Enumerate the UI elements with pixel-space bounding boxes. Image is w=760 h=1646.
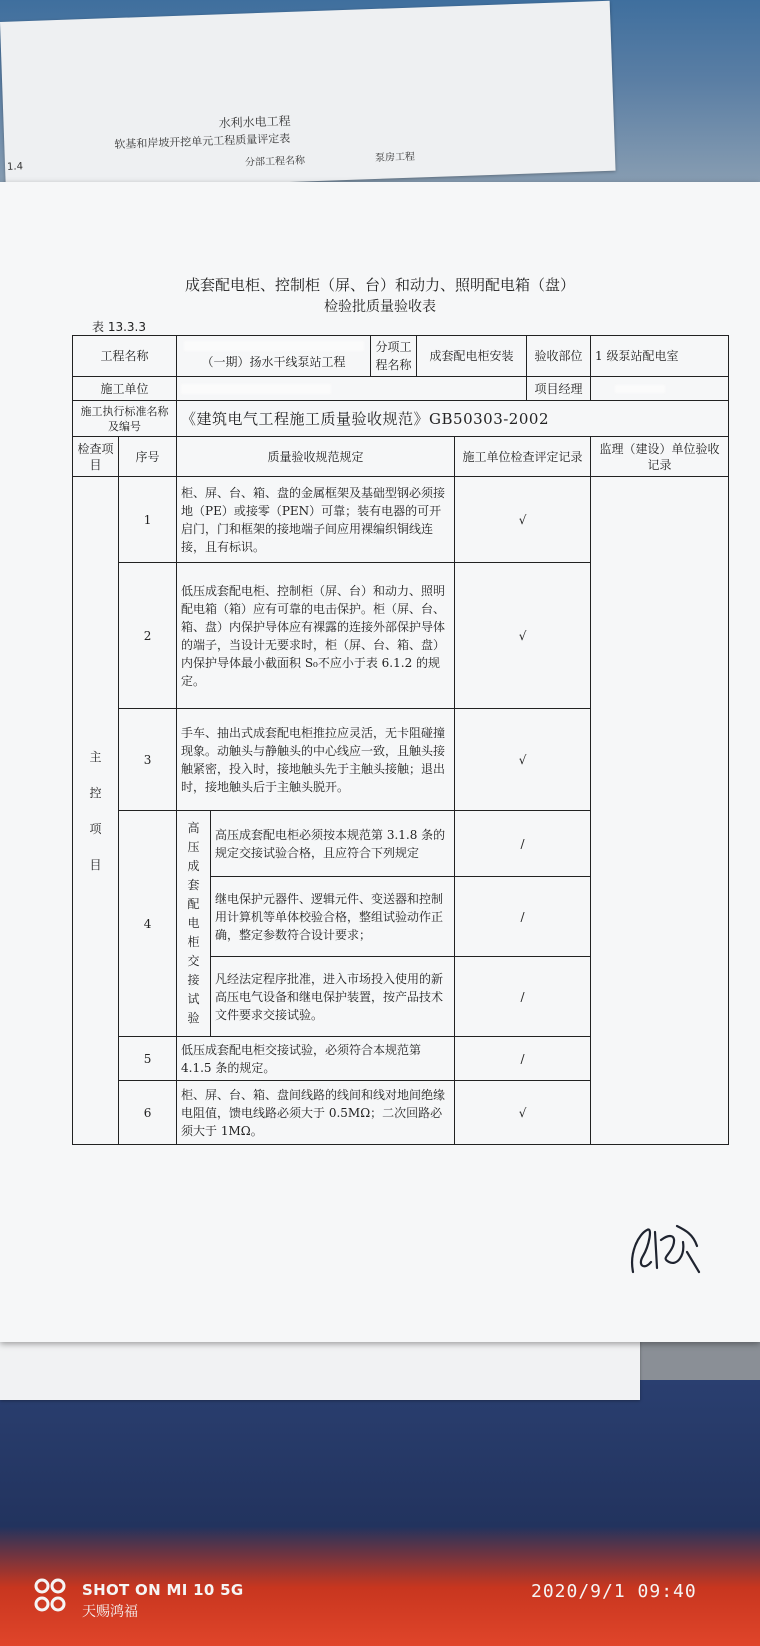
back-sheet-code: 1.4 [6, 161, 24, 173]
col-spec: 质量验收规范规定 [177, 437, 455, 477]
main-item-char: 控 [89, 785, 102, 800]
header-row-project [73, 336, 729, 377]
back-sheet-cell-value: 泵房工程 [374, 151, 416, 164]
row-spec: 柜、屏、台、箱、盘的金属框架及基础型钢必须接地（PE）或接零（PEN）可靠；装有电器的可开启门，门和框架的接地端子间应用裸编织铜线连接，且有标识。 [177, 477, 455, 563]
row-contractor-mark: / [455, 957, 591, 1037]
watermark-caption: 天赐鸿福 [82, 1604, 138, 1620]
row-no: 5 [119, 1037, 177, 1081]
project-name-label: 工程名称 [73, 336, 177, 377]
acceptance-part-label: 验收部位 [527, 336, 591, 377]
header-row-contractor [73, 377, 729, 401]
row-no: 1 [119, 477, 177, 563]
inspection-form-sheet [0, 182, 760, 1342]
row-spec: 低压成套配电柜交接试验，必须符合本规范第 4.1.5 条的规定。 [177, 1037, 455, 1081]
row-contractor-mark: √ [455, 477, 591, 563]
row-sub-spec: 凡经法定程序批准，进入市场投入使用的新高压电气设备和继电保护装置，按产品技术文件要求交接试验。 [211, 957, 455, 1037]
back-sheet-cell-label: 分部工程名称 [244, 155, 306, 169]
main-item-char: 目 [89, 857, 102, 872]
row-no: 6 [119, 1081, 177, 1145]
table-row [73, 477, 729, 563]
row-contractor-mark: √ [455, 709, 591, 811]
back-sheet-subtitle: 软基和岸坡开挖单元工程质量评定表 [114, 131, 291, 152]
row-contractor-mark: √ [455, 563, 591, 709]
project-manager-value [591, 377, 729, 401]
col-inspect-item: 检查项目 [73, 437, 119, 477]
row-group-label: 高 压 成 套 配 电 柜 交 接 试 验 [177, 811, 211, 1037]
contractor-label: 施工单位 [73, 377, 177, 401]
row-sub-spec: 继电保护元器件、逻辑元件、变送器和控制用计算机等单体校验合格，整组试验动作正确，整定参数符合设计要求； [211, 877, 455, 957]
handwritten-signature [625, 1212, 705, 1282]
watermark-device: SHOT ON MI 10 5G [82, 1581, 244, 1599]
column-header-row [73, 437, 729, 477]
col-seq: 序号 [119, 437, 177, 477]
standard-label: 施工执行标准名称及编号 [73, 401, 177, 437]
redacted-text [184, 341, 364, 351]
row-contractor-mark: / [455, 1037, 591, 1081]
project-name-text: （一期）扬水干线泵站工程 [201, 355, 346, 369]
row-no: 4 [119, 811, 177, 1037]
contractor-value [177, 377, 527, 401]
main-control-item-label [73, 477, 119, 1145]
watermark-datetime: 2020/9/1 09:40 [531, 1581, 697, 1602]
col-contractor-check: 施工单位检查评定记录 [455, 437, 591, 477]
camera-brand-logo-icon [32, 1576, 68, 1616]
row-sub-spec: 高压成套配电柜必须按本规范第 3.1.8 条的规定交接试验合格，且应符合下列规定 [211, 811, 455, 877]
header-row-standard [73, 401, 729, 437]
main-item-char: 主 [89, 749, 102, 764]
acceptance-table [72, 335, 729, 1145]
back-sheet [0, 1, 616, 192]
redacted-text [615, 385, 665, 393]
project-name-value [177, 336, 371, 377]
col-supervisor-check: 监理（建设）单位验收记录 [591, 437, 729, 477]
supervisor-record-cell [591, 477, 729, 1145]
document-subtitle: 检验批质量验收表 [324, 299, 436, 315]
row-spec: 手车、抽出式成套配电柜推拉应灵活，无卡阻碰撞现象。动触头与静触头的中心线应一致，且触头接触紧密，投入时，接地触头先于主触头接触；退出时，接地触头后于主触头脱开。 [177, 709, 455, 811]
row-spec: 低压成套配电柜、控制柜（屏、台）和动力、照明配电箱（箱）应有可靠的电击保护。柜（屏、台、箱、盘）内保护导体应有裸露的连接外部保护导体的端子，当设计无要求时，柜（屏、台、箱、盘）内保护导体最小截面积 S₀不应小于表 6.1.2 的规定。 [177, 563, 455, 709]
redacted-text [181, 384, 331, 394]
row-contractor-mark: √ [455, 1081, 591, 1145]
acceptance-part-value: 1 级泵站配电室 [591, 336, 729, 377]
row-contractor-mark: / [455, 811, 591, 877]
row-contractor-mark: / [455, 877, 591, 957]
back-sheet-title: 水利水电工程 [218, 113, 291, 131]
row-no: 3 [119, 709, 177, 811]
document-title: 成套配电柜、控制柜（屏、台）和动力、照明配电箱（盘） [184, 276, 575, 294]
row-no: 2 [119, 563, 177, 709]
row-spec: 柜、屏、台、箱、盘间线路的线间和线对地间绝缘电阻值，馈电线路必须大于 0.5MΩ；二次回路必须大于 1MΩ。 [177, 1081, 455, 1145]
project-manager-label: 项目经理 [527, 377, 591, 401]
subitem-value: 成套配电柜安装 [417, 336, 527, 377]
table-number: 表 13.3.3 [92, 320, 146, 334]
subitem-label: 分项工程名称 [371, 336, 417, 377]
standard-value: 《建筑电气工程施工质量验收规范》GB50303-2002 [177, 401, 729, 437]
main-item-char: 项 [89, 821, 102, 836]
